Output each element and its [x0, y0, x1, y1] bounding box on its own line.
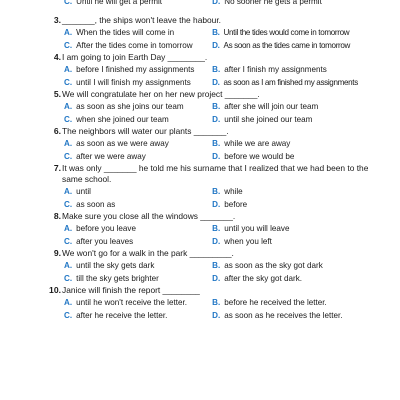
- option-c[interactable]: [64, 115, 212, 124]
- question-text: The neighbors will water our plants _______.: [62, 126, 229, 136]
- option-c[interactable]: [64, 0, 212, 6]
- question-number: 4.: [53, 52, 61, 62]
- option-row: [64, 150, 380, 163]
- option-text: after I finish my assignments: [224, 65, 327, 74]
- option-letter: A.: [64, 139, 73, 148]
- option-b[interactable]: [212, 65, 380, 74]
- option-letter: C.: [64, 200, 73, 209]
- question-4: [0, 52, 400, 89]
- option-letter: A.: [64, 187, 73, 196]
- option-letter: B.: [212, 102, 221, 111]
- option-letter: D.: [212, 41, 220, 50]
- option-b[interactable]: [212, 298, 380, 307]
- question-text: Make sure you close all the windows _______.: [62, 211, 236, 221]
- option-c[interactable]: [64, 200, 212, 209]
- option-letter: A.: [64, 65, 73, 74]
- question-number: 10.: [49, 285, 61, 295]
- question-10: [0, 285, 400, 322]
- option-b[interactable]: [212, 224, 380, 233]
- option-letter: D.: [212, 0, 221, 6]
- option-letter: B.: [212, 187, 221, 196]
- question-5: [0, 89, 400, 126]
- option-text: when she joined our team: [76, 115, 169, 124]
- question-stem: [0, 89, 400, 100]
- option-row: [64, 235, 380, 248]
- option-text: before: [224, 200, 248, 209]
- option-d[interactable]: [212, 0, 380, 6]
- question-8: [0, 211, 400, 248]
- question-stem: [0, 211, 400, 222]
- option-text: As soon as the tides came in tomorrow: [223, 41, 351, 50]
- option-text: while: [224, 187, 243, 196]
- option-a[interactable]: [64, 65, 212, 74]
- question-number: 7.: [53, 163, 61, 173]
- option-text: until I will finish my assignments: [76, 78, 191, 87]
- option-text: after she will join our team: [224, 102, 319, 111]
- option-letter: D.: [212, 115, 221, 124]
- option-d[interactable]: [212, 152, 380, 161]
- option-text: as soon as she joins our team: [76, 102, 184, 111]
- option-c[interactable]: [64, 152, 212, 161]
- question-text: We will congratulate her on her new project _______.: [62, 89, 260, 99]
- question-stem: [0, 248, 400, 259]
- option-text: after he receive the letter.: [76, 311, 168, 320]
- option-text: while we are away: [224, 139, 291, 148]
- option-a[interactable]: [64, 102, 212, 111]
- option-text: until the sky gets dark: [76, 261, 155, 270]
- option-text: as soon as: [76, 200, 116, 209]
- question-3: [0, 15, 400, 52]
- option-row: [64, 309, 380, 322]
- option-d[interactable]: [212, 200, 380, 209]
- option-text: before you leave: [76, 224, 136, 233]
- option-letter: A.: [64, 224, 73, 233]
- question-number: 8.: [53, 211, 61, 221]
- option-row: [64, 39, 380, 52]
- option-c[interactable]: [64, 78, 212, 87]
- options: [0, 222, 400, 248]
- option-letter: D.: [212, 152, 221, 161]
- options: [0, 100, 400, 126]
- option-text: as soon as we were away: [76, 139, 169, 148]
- question-6: [0, 126, 400, 163]
- option-text: after we were away: [76, 152, 146, 161]
- option-c[interactable]: [64, 311, 212, 320]
- option-a[interactable]: [64, 187, 212, 196]
- option-letter: A.: [64, 298, 73, 307]
- option-letter: A.: [64, 28, 73, 37]
- options: [0, 296, 400, 322]
- option-row: [64, 198, 380, 211]
- option-text: No sooner he gets a permit: [224, 0, 322, 6]
- question-text: I am going to join Earth Day ________.: [62, 52, 208, 62]
- question-number: 3.: [53, 15, 61, 25]
- option-text: when you left: [224, 237, 272, 246]
- option-row: [64, 222, 380, 235]
- option-text: Until the tides would come in tomorrow: [223, 28, 350, 37]
- option-d[interactable]: [212, 311, 380, 320]
- option-text: before we would be: [224, 152, 295, 161]
- option-row: [64, 26, 380, 39]
- option-text: until you will leave: [224, 224, 290, 233]
- option-text: When the tides will come in: [76, 28, 175, 37]
- option-letter: C.: [64, 78, 73, 87]
- question-number: 5.: [53, 89, 61, 99]
- question-stem: [0, 285, 400, 296]
- option-letter: B.: [212, 224, 221, 233]
- question-text: _______, the ships won't leave the habour.: [62, 15, 221, 25]
- question-text: It was only _______ he told me his surname that I realized that we had been to the same school.: [62, 163, 369, 184]
- option-text: after the sky got dark.: [224, 274, 303, 283]
- spacer: [0, 8, 400, 15]
- option-b[interactable]: [212, 261, 380, 270]
- option-letter: C.: [64, 311, 73, 320]
- option-text: Until he will get a permit: [76, 0, 163, 6]
- option-letter: B.: [212, 298, 221, 307]
- option-letter: D.: [212, 78, 220, 87]
- option-letter: B.: [212, 65, 221, 74]
- option-letter: B.: [212, 28, 220, 37]
- option-a[interactable]: [64, 28, 212, 37]
- option-letter: B.: [212, 139, 221, 148]
- options: [0, 259, 400, 285]
- question-text: We won't go for a walk in the park _________.: [62, 248, 234, 258]
- option-letter: D.: [212, 274, 221, 283]
- question-stem: [0, 52, 400, 63]
- options: [0, 26, 400, 52]
- option-letter: D.: [212, 200, 221, 209]
- question-stem: [0, 126, 400, 137]
- question-9: [0, 248, 400, 285]
- option-text: as soon as he receives the letter.: [224, 311, 343, 320]
- option-c[interactable]: [64, 237, 212, 246]
- option-d[interactable]: [212, 41, 380, 50]
- options: [0, 63, 400, 89]
- option-text: as soon as I am finished my assignments: [223, 78, 358, 87]
- option-text: after you leaves: [76, 237, 134, 246]
- option-b[interactable]: [212, 28, 380, 37]
- question-number: 9.: [53, 248, 61, 258]
- question-number: 6.: [53, 126, 61, 136]
- option-text: till the sky gets brighter: [76, 274, 159, 283]
- option-letter: C.: [64, 237, 73, 246]
- option-text: before I finished my assignments: [76, 65, 195, 74]
- option-letter: B.: [212, 261, 221, 270]
- option-letter: C.: [64, 115, 73, 124]
- option-row: [64, 185, 380, 198]
- option-b[interactable]: [212, 187, 380, 196]
- option-d[interactable]: [212, 115, 380, 124]
- question-7: [0, 163, 400, 211]
- question-stem: [0, 163, 400, 185]
- question-text: Janice will finish the report ________: [62, 285, 200, 295]
- option-text: until she joined our team: [224, 115, 313, 124]
- options: [0, 137, 400, 163]
- option-c[interactable]: [64, 41, 212, 50]
- option-row: [64, 100, 380, 113]
- option-row: [64, 63, 380, 76]
- option-row: [64, 296, 380, 309]
- option-text: before he received the letter.: [224, 298, 327, 307]
- question-2-continued: [0, 0, 400, 8]
- option-row: [64, 137, 380, 150]
- option-row: [64, 259, 380, 272]
- option-text: until he won't receive the letter.: [76, 298, 187, 307]
- option-letter: C.: [64, 152, 73, 161]
- option-row: [64, 272, 380, 285]
- option-letter: D.: [212, 237, 221, 246]
- option-row: [64, 113, 380, 126]
- option-letter: A.: [64, 261, 73, 270]
- option-row: [64, 76, 380, 89]
- options: [0, 0, 400, 8]
- option-d[interactable]: [212, 274, 380, 283]
- option-text: until: [76, 187, 91, 196]
- option-row: [64, 0, 380, 8]
- option-text: as soon as the sky got dark: [224, 261, 323, 270]
- option-text: After the tides come in tomorrow: [76, 41, 193, 50]
- option-a[interactable]: [64, 261, 212, 270]
- option-a[interactable]: [64, 298, 212, 307]
- option-b[interactable]: [212, 139, 380, 148]
- question-stem: [0, 15, 400, 26]
- option-letter: C.: [64, 0, 73, 6]
- options: [0, 185, 400, 211]
- option-letter: C.: [64, 41, 73, 50]
- option-letter: A.: [64, 102, 73, 111]
- option-d[interactable]: [212, 237, 380, 246]
- option-letter: C.: [64, 274, 73, 283]
- option-b[interactable]: [212, 102, 380, 111]
- option-letter: D.: [212, 311, 221, 320]
- option-a[interactable]: [64, 139, 212, 148]
- option-c[interactable]: [64, 274, 212, 283]
- option-a[interactable]: [64, 224, 212, 233]
- option-d[interactable]: [212, 78, 380, 87]
